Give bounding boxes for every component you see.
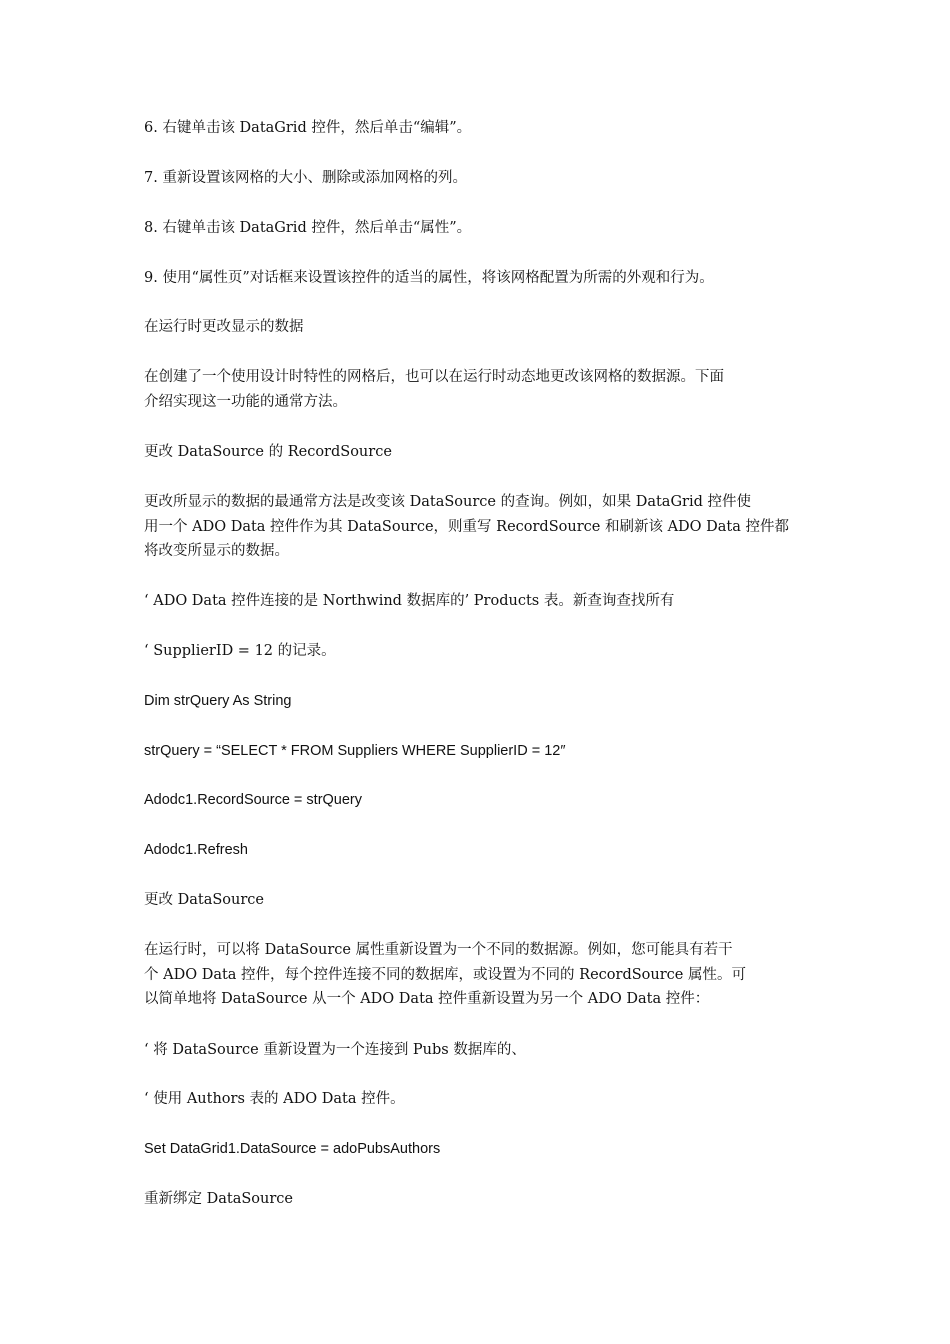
subheading-recordsource: 更改 DataSource 的 RecordSource	[144, 444, 392, 460]
paragraph-line: 将改变所显示的数据。	[144, 543, 289, 559]
code-comment: ‘ SupplierID = 12 的记录。	[144, 643, 336, 659]
code-line: Adodc1.RecordSource = strQuery	[144, 792, 363, 808]
code-line: strQuery = “SELECT * FROM Suppliers WHERE SupplierID = 12″	[144, 743, 566, 759]
code-comment: ‘ 使用 Authors 表的 ADO Data 控件。	[144, 1091, 405, 1107]
paragraph-line: 在创建了一个使用设计时特性的网格后，也可以在运行时动态地更改该网格的数据源。下面	[144, 369, 724, 385]
recordsource-paragraph	[144, 490, 808, 564]
code-comment: ‘ ADO Data 控件连接的是 Northwind 数据库的’ Products 表。新查询查找所有	[144, 593, 675, 609]
code-line: Adodc1.Refresh	[144, 842, 248, 858]
code-comment: ‘ 将 DataSource 重新设置为一个连接到 Pubs 数据库的、	[144, 1042, 526, 1058]
subheading-datasource: 更改 DataSource	[144, 892, 264, 908]
paragraph-line: 用一个 ADO Data 控件作为其 DataSource，则重写 RecordSource 和刷新该 ADO Data 控件都	[144, 518, 790, 535]
paragraph-line: 介绍实现这一功能的通常方法。	[144, 393, 347, 410]
datasource-paragraph	[144, 938, 808, 1012]
paragraph-line: 以简单地将 DataSource 从一个 ADO Data 控件重新设置为另一个 ADO Data 控件：	[144, 991, 710, 1007]
step-7: 7. 重新设置该网格的大小、删除或添加网格的列。	[144, 170, 467, 186]
code-line: Set DataGrid1.DataSource = adoPubsAuthors	[144, 1141, 441, 1157]
paragraph-line: 个 ADO Data 控件，每个控件连接不同的数据库，或设置为不同的 RecordSource 属性。可	[144, 966, 746, 983]
intro-paragraph	[144, 365, 808, 414]
section-heading: 在运行时更改显示的数据	[144, 319, 304, 335]
subheading-rebind: 重新绑定 DataSource	[144, 1191, 293, 1207]
step-8: 8. 右键单击该 DataGrid 控件，然后单击“属性”。	[144, 220, 472, 236]
paragraph-line: 在运行时，可以将 DataSource 属性重新设置为一个不同的数据源。例如，您可能具有若干	[144, 942, 733, 958]
paragraph-line: 更改所显示的数据的最通常方法是改变该 DataSource 的查询。例如，如果 DataGrid 控件使	[144, 494, 751, 510]
step-9: 9. 使用“属性页”对话框来设置该控件的适当的属性，将该网格配置为所需的外观和行为。	[144, 270, 714, 286]
code-line: Dim strQuery As String	[144, 693, 292, 709]
step-6: 6. 右键单击该 DataGrid 控件，然后单击“编辑”。	[144, 120, 472, 136]
